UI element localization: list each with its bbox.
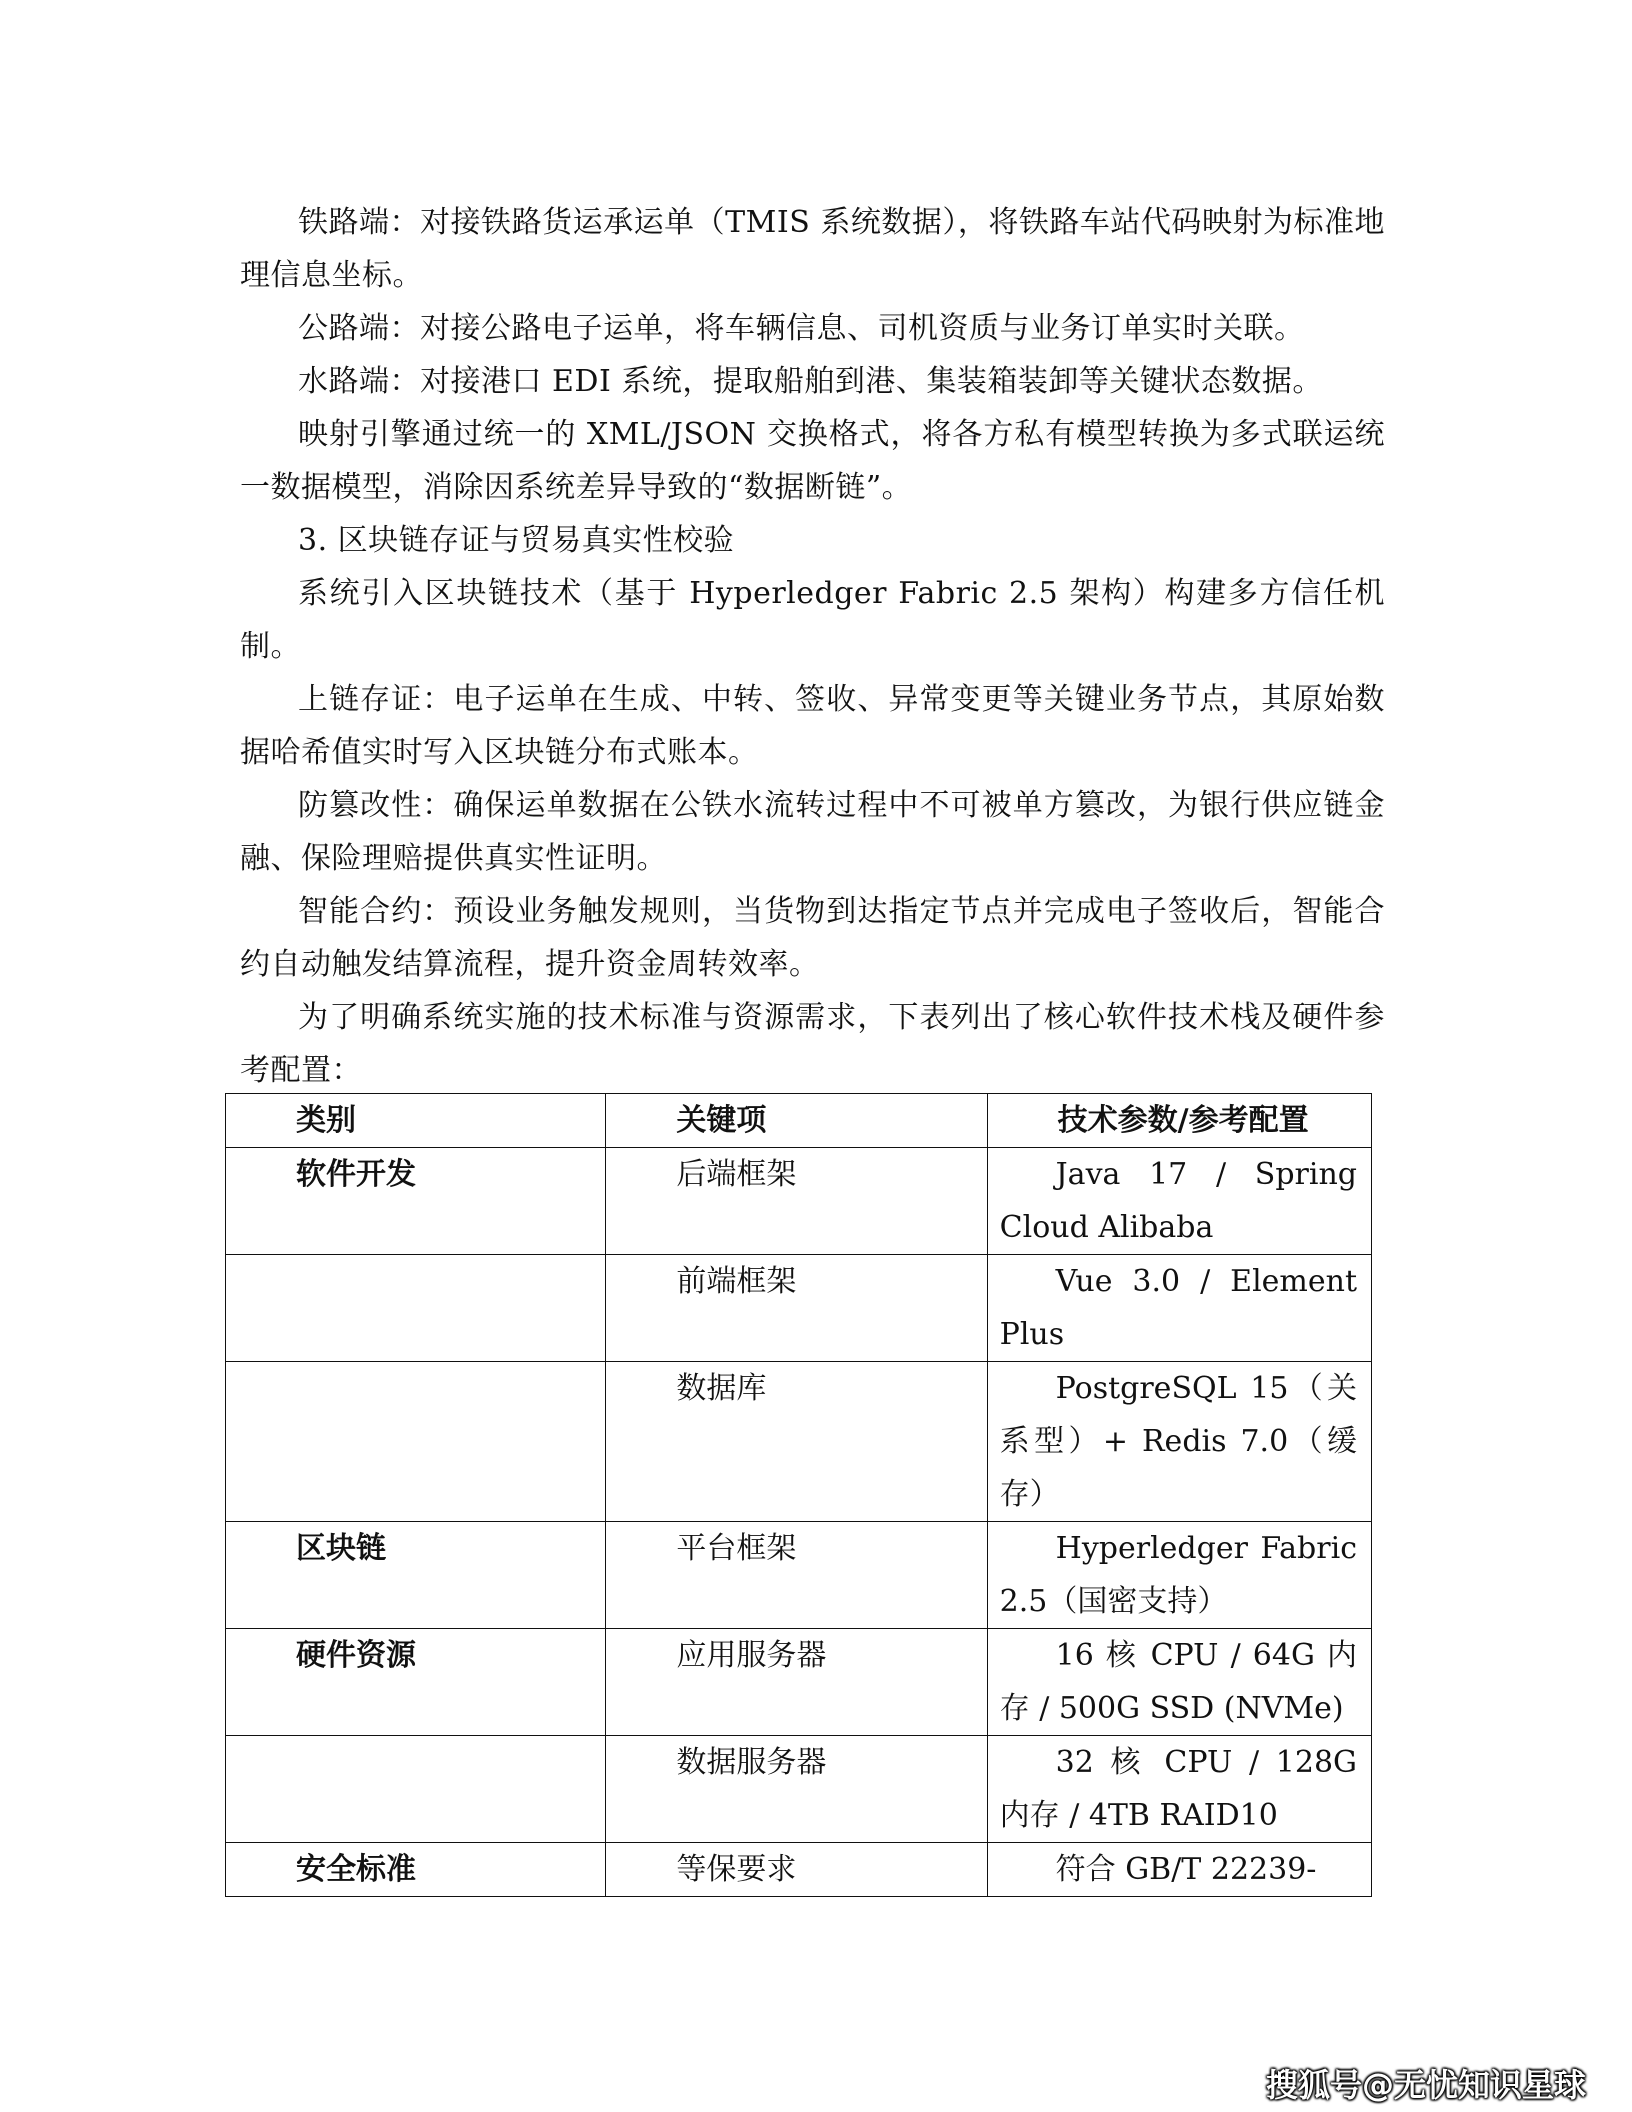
- paragraph-mapping-engine: 映射引擎通过统一的 XML/JSON 交换格式，将各方私有模型转换为多式联运统一数据模型，消除因系统差异导致的“数据断链”。: [240, 417, 1385, 505]
- paragraph-railway: 铁路端：对接铁路货运承运单（TMIS 系统数据），将铁路车站代码映射为标准地理信息坐标。: [240, 205, 1385, 293]
- table-row: [226, 1522, 1372, 1629]
- category-cell: 区块链: [226, 1522, 606, 1629]
- category-cell: 硬件资源: [226, 1629, 606, 1736]
- watermark: 搜狐号@无忧知识星球: [1265, 2066, 1586, 2104]
- key-item-cell: 数据库: [606, 1362, 987, 1522]
- spec-cell: 32 核 CPU / 128G 内存 / 4TB RAID10: [987, 1736, 1371, 1843]
- paragraph-on-chain: 上链存证：电子运单在生成、中转、签收、异常变更等关键业务节点，其原始数据哈希值实时写入区块链分布式账本。: [240, 682, 1385, 770]
- spec-cell: Vue 3.0 / Element Plus: [987, 1255, 1371, 1362]
- paragraph-table-intro: 为了明确系统实施的技术标准与资源需求，下表列出了核心软件技术栈及硬件参考配置：: [240, 1000, 1385, 1088]
- tech-spec-table: [225, 1093, 1372, 1897]
- category-cell: [226, 1255, 606, 1362]
- category-cell: 软件开发: [226, 1148, 606, 1255]
- table-header-row: [226, 1094, 1372, 1148]
- key-item-cell: 平台框架: [606, 1522, 987, 1629]
- category-cell: 安全标准: [226, 1843, 606, 1897]
- table-header-cell: 类别: [226, 1094, 606, 1148]
- paragraph-blockchain-intro: 系统引入区块链技术（基于 Hyperledger Fabric 2.5 架构）构建多方信任机制。: [240, 576, 1385, 664]
- paragraph-waterway: 水路端：对接港口 EDI 系统，提取船舶到港、集装箱装卸等关键状态数据。: [298, 364, 1323, 399]
- paragraph-highway: 公路端：对接公路电子运单，将车辆信息、司机资质与业务订单实时关联。: [298, 311, 1305, 346]
- table-row: [226, 1843, 1372, 1897]
- key-item-cell: 数据服务器: [606, 1736, 987, 1843]
- spec-cell: 符合 GB/T 22239-: [987, 1843, 1371, 1897]
- spec-cell: PostgreSQL 15（关系型）+ Redis 7.0（缓存）: [987, 1362, 1371, 1522]
- body-text: [240, 196, 1385, 1097]
- table-row: [226, 1255, 1372, 1362]
- table-row: [226, 1362, 1372, 1522]
- category-cell: [226, 1362, 606, 1522]
- paragraph-tamper-proof: 防篡改性：确保运单数据在公铁水流转过程中不可被单方篡改，为银行供应链金融、保险理赔提供真实性证明。: [240, 788, 1385, 876]
- key-item-cell: 等保要求: [606, 1843, 987, 1897]
- paragraph-smart-contract: 智能合约：预设业务触发规则，当货物到达指定节点并完成电子签收后，智能合约自动触发结算流程，提升资金周转效率。: [240, 894, 1385, 982]
- key-item-cell: 后端框架: [606, 1148, 987, 1255]
- spec-cell: Java 17 / Spring Cloud Alibaba: [987, 1148, 1371, 1255]
- spec-cell: 16 核 CPU / 64G 内存 / 500G SSD (NVMe): [987, 1629, 1371, 1736]
- category-cell: [226, 1736, 606, 1843]
- key-item-cell: 应用服务器: [606, 1629, 987, 1736]
- table-row: [226, 1148, 1372, 1255]
- table-row: [226, 1629, 1372, 1736]
- table-header-cell: 关键项: [606, 1094, 987, 1148]
- section-heading-blockchain: 3. 区块链存证与贸易真实性校验: [298, 523, 735, 558]
- spec-cell: Hyperledger Fabric 2.5（国密支持）: [987, 1522, 1371, 1629]
- table-header-cell: 技术参数/参考配置: [987, 1094, 1371, 1148]
- key-item-cell: 前端框架: [606, 1255, 987, 1362]
- table-row: [226, 1736, 1372, 1843]
